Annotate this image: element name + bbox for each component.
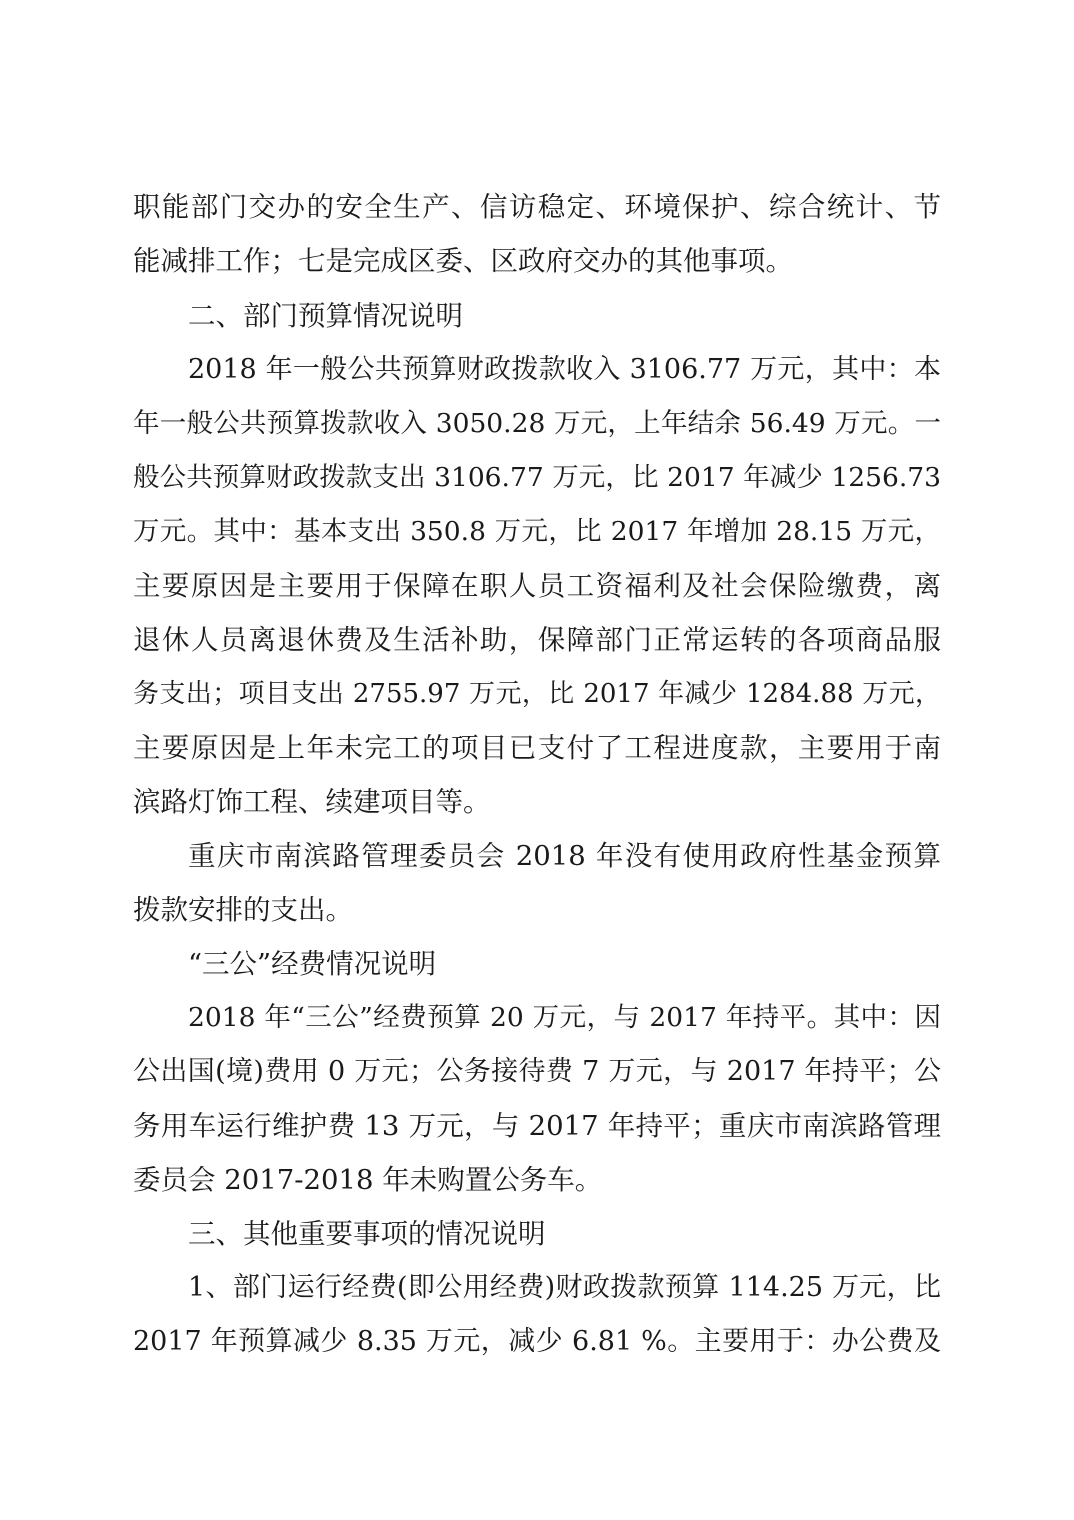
section-heading: 二、部门预算情况说明 [188, 300, 463, 332]
paragraph-line: 重庆市南滨路管理委员会 2018 年没有使用政府性基金预算 [188, 840, 941, 872]
paragraph-line: 务用车运行维护费 13 万元，与 2017 年持平；重庆市南滨路管理 [133, 1110, 941, 1142]
paragraph-line: 职能部门交办的安全生产、信访稳定、环境保护、综合统计、节 [133, 191, 941, 223]
paragraph-line: 务支出；项目支出 2755.97 万元，比 2017 年减少 1284.88 万元， [133, 679, 941, 709]
paragraph-line: 主要原因是主要用于保障在职人员工资福利及社会保险缴费，离 [133, 570, 941, 602]
section-heading: “三公”经费情况说明 [188, 948, 437, 980]
paragraph-line: 2018 年“三公”经费预算 20 万元，与 2017 年持平。其中：因 [188, 1002, 941, 1033]
paragraph-line: 1、部门运行经费(即公用经费)财政拨款预算 114.25 万元，比 [188, 1272, 941, 1303]
paragraph-line: 委员会 2017-2018 年未购置公务车。 [133, 1164, 603, 1196]
paragraph-line: 2017 年预算减少 8.35 万元，减少 6.81 %。主要用于：办公费及 [133, 1326, 941, 1357]
paragraph-line: 公出国(境)费用 0 万元；公务接待费 7 万元，与 2017 年持平；公 [133, 1056, 941, 1087]
paragraph-line: 万元。其中：基本支出 350.8 万元，比 2017 年增加 28.15 万元， [133, 516, 941, 547]
section-heading: 三、其他重要事项的情况说明 [188, 1218, 546, 1250]
paragraph-line: 滨路灯饰工程、续建项目等。 [133, 786, 491, 818]
paragraph-line: 2018 年一般公共预算财政拨款收入 3106.77 万元，其中：本 [188, 354, 941, 385]
paragraph-line: 拨款安排的支出。 [133, 894, 353, 926]
paragraph-line: 退休人员离退休费及生活补助，保障部门正常运转的各项商品服 [133, 624, 941, 656]
paragraph-line: 能减排工作；七是完成区委、区政府交办的其他事项。 [133, 245, 793, 277]
paragraph-line: 年一般公共预算拨款收入 3050.28 万元，上年结余 56.49 万元。一 [133, 408, 941, 439]
paragraph-line: 主要原因是上年未完工的项目已支付了工程进度款，主要用于南 [133, 732, 941, 764]
paragraph-line: 般公共预算财政拨款支出 3106.77 万元，比 2017 年减少 1256.73 [133, 462, 941, 493]
